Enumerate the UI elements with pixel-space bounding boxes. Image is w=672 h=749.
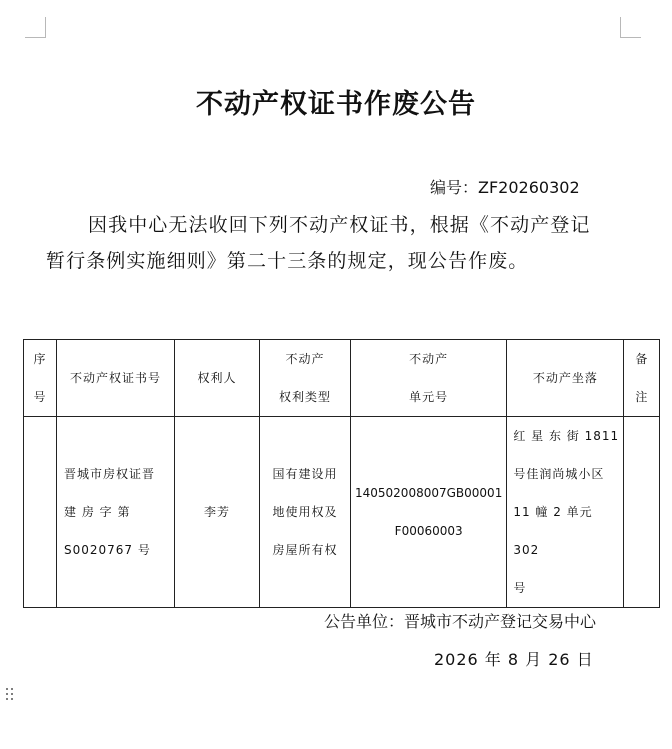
page-corner-mark-top-right (620, 17, 641, 38)
header-cert-no: 不动产权证书号 (57, 340, 175, 417)
header-holder: 权利人 (175, 340, 260, 417)
document-title: 不动产权证书作废公告 (196, 89, 476, 120)
table-row (24, 417, 660, 608)
announcement-body (46, 207, 626, 279)
body-line-1: 因我中心无法收回下列不动产权证书，根据《不动产登记 (88, 214, 591, 236)
header-right-type: 不动产 权利类型 (260, 340, 351, 417)
drag-handle-icon[interactable] (6, 688, 14, 702)
table-header-row (24, 340, 660, 417)
header-remark: 备 注 (624, 340, 660, 417)
document-number-label: 编号： (430, 178, 479, 197)
header-unit-no: 不动产 单元号 (351, 340, 507, 417)
document-number (430, 175, 580, 198)
cell-right-type: 国有建设用 地使用权及 房屋所有权 (260, 417, 351, 608)
issuer-signature: 公告单位：晋城市不动产登记交易中心 (324, 612, 597, 631)
cell-unit-no: 140502008007GB00001 F00060003 (351, 417, 507, 608)
cell-remark (624, 417, 660, 608)
header-seq: 序 号 (24, 340, 57, 417)
issue-date: 2026 年 8 月 26 日 (434, 650, 594, 669)
cell-seq (24, 417, 57, 608)
header-location: 不动产坐落 (507, 340, 624, 417)
document-number-value: ZF20260302 (478, 178, 580, 197)
cell-location: 红 星 东 街 1811 号佳润尚城小区 11 幢 2 单元 302 号 (507, 417, 624, 608)
body-line-2: 暂行条例实施细则》第二十三条的规定，现公告作废。 (46, 250, 529, 272)
certificate-table (23, 339, 660, 608)
cell-holder: 李芳 (175, 417, 260, 608)
cell-cert-no: 晋城市房权证晋 建 房 字 第 S0020767 号 (57, 417, 175, 608)
page-corner-mark-top-left (25, 17, 46, 38)
